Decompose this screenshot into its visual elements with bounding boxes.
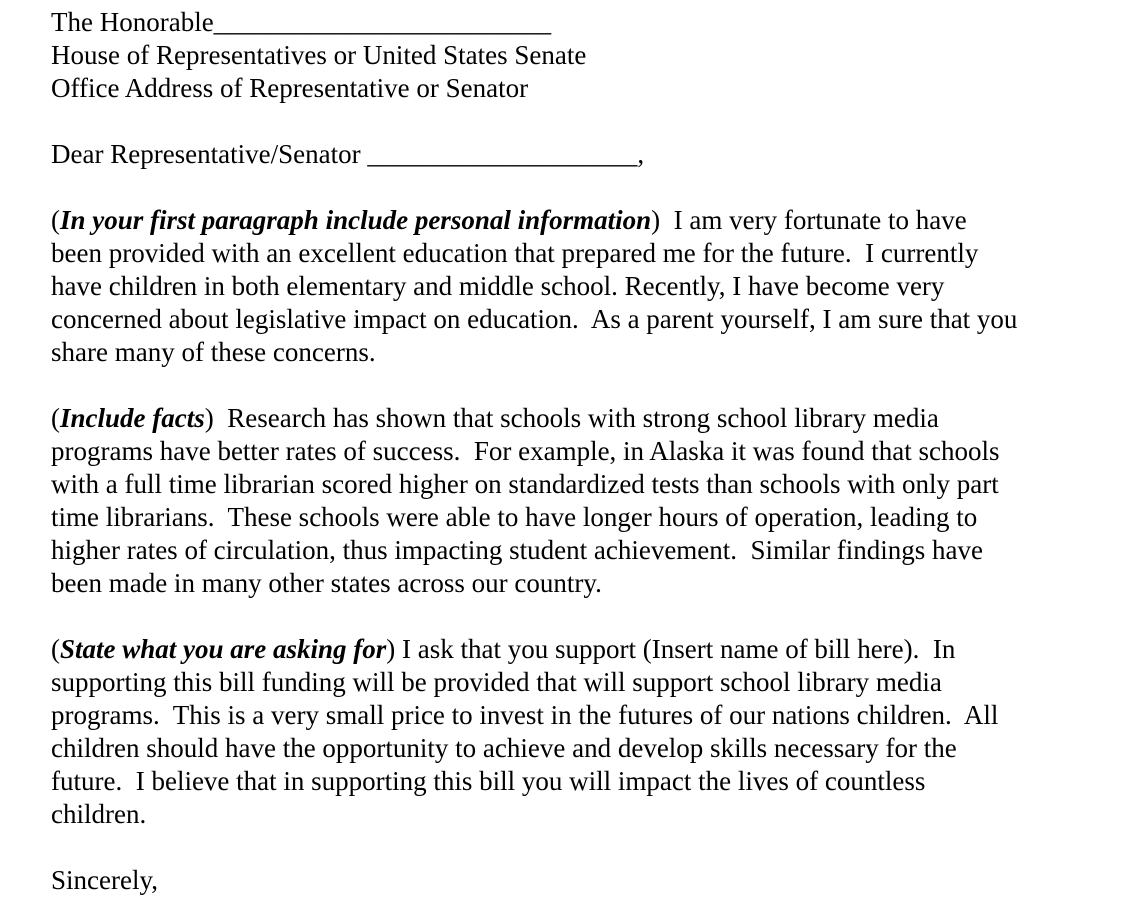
paragraph-line: programs have better rates of success. For example, in Alaska it was found that schools [51, 436, 1000, 466]
paragraph-line: have children in both elementary and middle school. Recently, I have become very [51, 271, 945, 301]
paragraph-line: share many of these concerns. [51, 337, 376, 367]
spacer [51, 171, 1141, 204]
open-paren: ( [51, 403, 60, 433]
spacer [51, 831, 1141, 864]
address-line-honorable: The Honorable_________________________ [51, 7, 552, 37]
paragraph-line: with a full time librarian scored higher on standardized tests than schools with only part [51, 469, 999, 499]
paragraph-first-line-text: ) I ask that you support (Insert name of bill here). In [386, 634, 956, 664]
paragraph-heading: In your first paragraph include personal information [60, 205, 652, 235]
paragraph-line: concerned about legislative impact on education. As a parent yourself, I am sure that you [51, 304, 1018, 334]
address-line-office: Office Address of Representative or Senator [51, 73, 529, 103]
recipient-address [51, 6, 1141, 105]
paragraph-line: higher rates of circulation, thus impacting student achievement. Similar findings have [51, 535, 984, 565]
spacer [51, 105, 1141, 138]
paragraph-first-line [51, 204, 1141, 237]
paragraph-personal-information [51, 204, 1141, 369]
open-paren: ( [51, 205, 60, 235]
spacer [51, 369, 1141, 402]
paragraph-line: children. [51, 799, 147, 829]
paragraph-request [51, 633, 1141, 831]
paragraph-first-line [51, 633, 1141, 666]
paragraph-line: programs. This is a very small price to invest in the futures of our nations children. All [51, 700, 999, 730]
paragraph-line: children should have the opportunity to achieve and develop skills necessary for the [51, 733, 957, 763]
paragraph-first-line-text: ) Research has shown that schools with strong school library media [204, 403, 939, 433]
paragraph-line: supporting this bill funding will be provided that will support school library media [51, 667, 942, 697]
paragraph-heading: State what you are asking for [60, 634, 387, 664]
paragraph-line: been made in many other states across our country. [51, 568, 602, 598]
salutation: Dear Representative/Senator ____________________, [51, 139, 645, 169]
open-paren: ( [51, 634, 60, 664]
paragraph-include-facts [51, 402, 1141, 600]
closing: Sincerely, [51, 865, 158, 895]
paragraph-first-line [51, 402, 1141, 435]
paragraph-heading: Include facts [60, 403, 205, 433]
paragraph-first-line-text: ) I am very fortunate to have [651, 205, 967, 235]
letter-document [51, 6, 1141, 897]
spacer [51, 600, 1141, 633]
paragraph-line: future. I believe that in supporting this bill you will impact the lives of countless [51, 766, 926, 796]
paragraph-line: been provided with an excellent education that prepared me for the future. I currently [51, 238, 979, 268]
paragraph-line: time librarians. These schools were able to have longer hours of operation, leading to [51, 502, 978, 532]
address-line-chamber: House of Representatives or United States Senate [51, 40, 587, 70]
